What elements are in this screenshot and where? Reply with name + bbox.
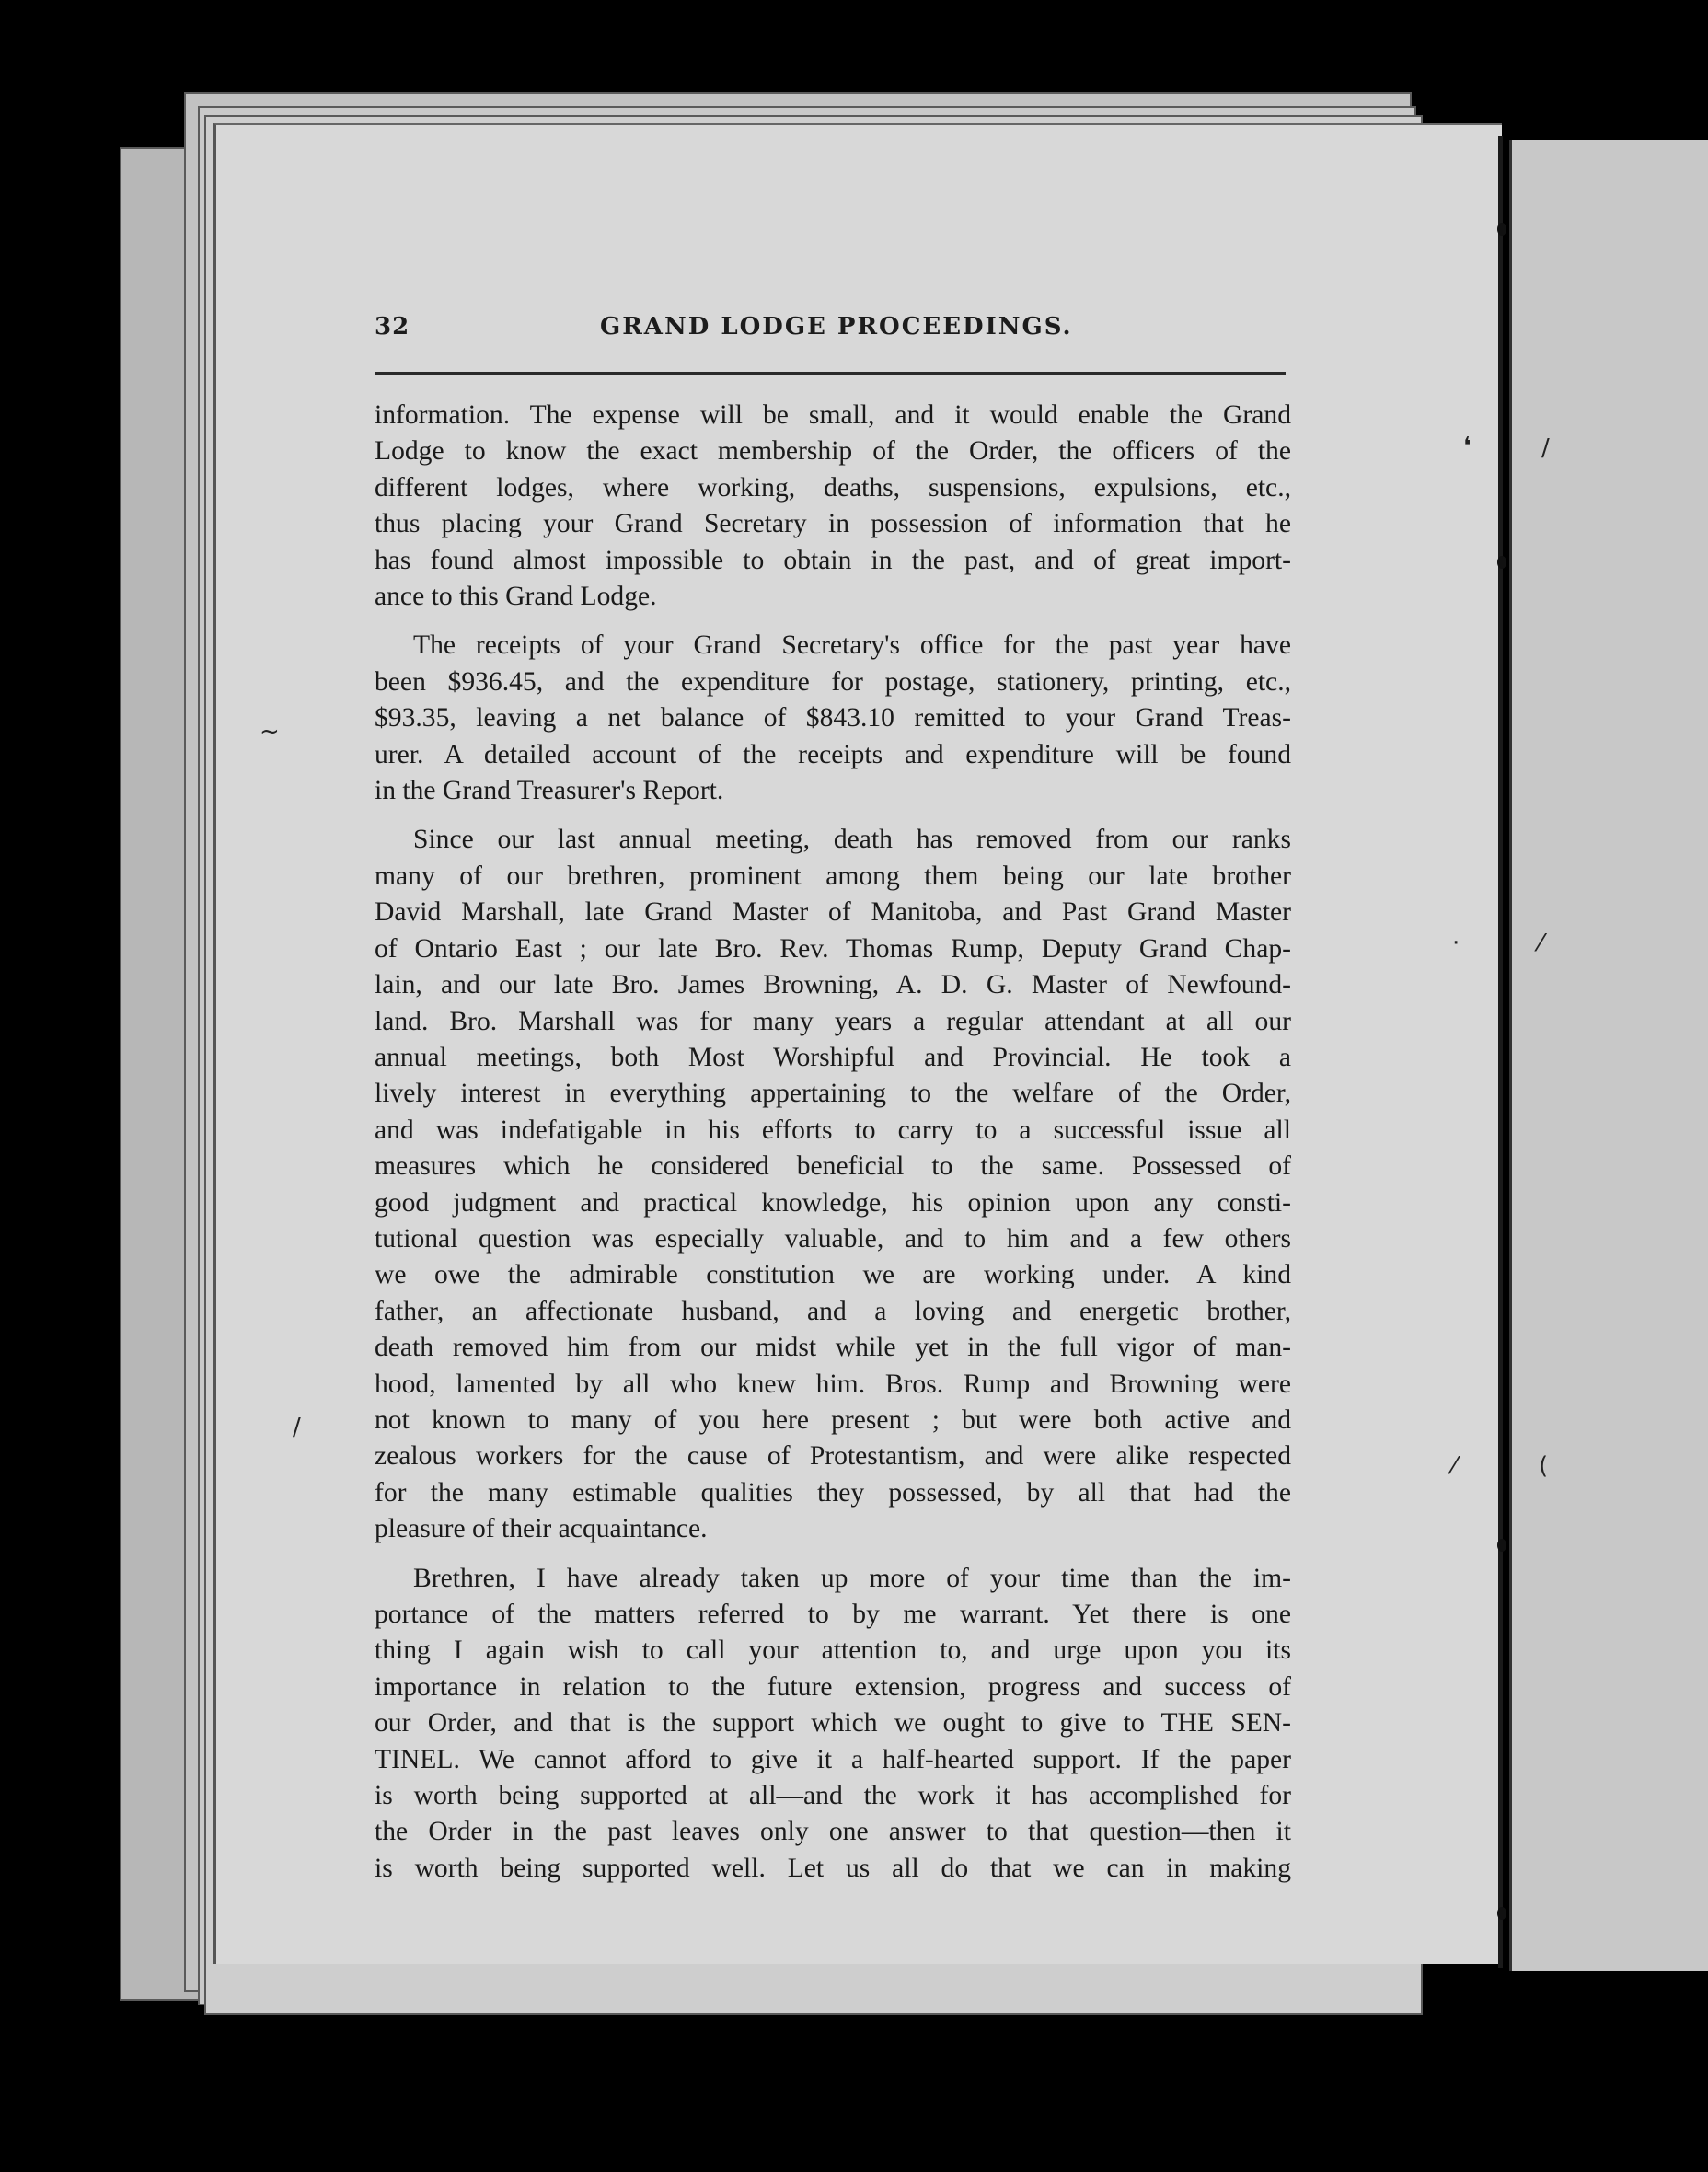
text-line: father, an affectionate husband, and a loving and energetic brother, xyxy=(375,1296,1291,1326)
text-line: and was indefatigable in his efforts to carry to a successful issue all xyxy=(375,1115,1291,1145)
text-line: is worth being supported at all—and the work it has accomplished for xyxy=(375,1781,1291,1811)
paragraph-1 xyxy=(375,398,1291,615)
text-line: hood, lamented by all who knew him. Bros. Rump and Browning were xyxy=(375,1369,1291,1399)
text-line: importance in relation to the future extension, progress and success of xyxy=(375,1671,1291,1702)
text-line: Lodge to know the exact membership of the Order, the officers of the xyxy=(375,436,1291,467)
body-text xyxy=(375,398,1291,1900)
paragraph-2 xyxy=(375,628,1291,809)
binding-mark xyxy=(1497,1539,1506,1552)
text-line: different lodges, where working, deaths, suspensions, expulsions, etc., xyxy=(375,472,1291,503)
stray-mark: ❛ xyxy=(1463,433,1471,460)
text-line: we owe the admirable constitution we are working under. A kind xyxy=(375,1260,1291,1290)
text-line: is worth being supported well. Let us all do that we can in making xyxy=(375,1853,1291,1883)
text-line: pleasure of their acquaintance. xyxy=(375,1514,708,1544)
text-line: ance to this Grand Lodge. xyxy=(375,582,657,612)
text-line: in the Grand Treasurer's Report. xyxy=(375,776,724,806)
text-line: the Order in the past leaves only one answer to that question—then it xyxy=(375,1817,1291,1847)
text-line: Brethren, I have already taken up more of your time than the im- xyxy=(413,1563,1291,1593)
binding-mark xyxy=(1497,1907,1506,1920)
text-line: for the many estimable qualities they possessed, by all that had the xyxy=(375,1477,1291,1508)
binding-mark xyxy=(1497,223,1506,236)
running-header xyxy=(375,309,1291,350)
text-line: not known to many of you here present ; but were both active and xyxy=(375,1404,1291,1435)
stray-mark: ⁄ xyxy=(1452,1452,1457,1480)
stray-mark: ~ xyxy=(260,718,280,745)
text-line: good judgment and practical knowledge, his opinion upon any consti- xyxy=(375,1187,1291,1218)
text-line: information. The expense will be small, and it would enable the Grand xyxy=(375,400,1291,430)
paragraph-4 xyxy=(375,1561,1291,1888)
text-line: our Order, and that is the support which we ought to give to THE SEN- xyxy=(375,1708,1291,1739)
stray-mark: / xyxy=(1541,434,1550,462)
text-line: has found almost impossible to obtain in the past, and of great import- xyxy=(375,545,1291,575)
text-line: tutional question was especially valuable, and to him and a few others xyxy=(375,1223,1291,1254)
text-line: thing I again wish to call your attention to, and urge upon you its xyxy=(375,1635,1291,1666)
text-line: death removed him from our midst while yet in the full vigor of man- xyxy=(375,1333,1291,1363)
running-title: GRAND LODGE PROCEEDINGS. xyxy=(600,313,1073,341)
text-line: urer. A detailed account of the receipts and expenditure will be found xyxy=(375,739,1291,769)
text-line: measures which he considered beneficial to the same. Possessed of xyxy=(375,1151,1291,1182)
gutter xyxy=(1498,136,1503,1968)
stray-mark: ⁄ xyxy=(1539,930,1543,957)
paragraph-3 xyxy=(375,822,1291,1547)
text-line: lain, and our late Bro. James Browning, A. D. G. Master of Newfound- xyxy=(375,970,1291,1000)
text-line: TINEL. We cannot afford to give it a half-hearted support. If the paper xyxy=(375,1744,1291,1774)
text-line: of Ontario East ; our late Bro. Rev. Thomas Rump, Deputy Grand Chap- xyxy=(375,933,1291,964)
text-line: thus placing your Grand Secretary in possession of information that he xyxy=(375,509,1291,539)
text-line: portance of the matters referred to by me warrant. Yet there is one xyxy=(375,1600,1291,1629)
text-line: $93.35, leaving a net balance of $843.10 remitted to your Grand Treas- xyxy=(375,703,1291,734)
page-number: 32 xyxy=(375,313,410,341)
facing-page-edge xyxy=(1509,140,1708,1971)
text-line: zealous workers for the cause of Protestantism, and were alike respected xyxy=(375,1441,1291,1472)
text-line: been $936.45, and the expenditure for postage, stationery, printing, etc., xyxy=(375,666,1291,697)
text-line: annual meetings, both Most Worshipful and Provincial. He took a xyxy=(375,1042,1291,1072)
binding-mark xyxy=(1497,556,1506,569)
text-line: David Marshall, late Grand Master of Manitoba, and Past Grand Master xyxy=(375,897,1291,928)
text-line: lively interest in everything appertaining to the welfare of the Order, xyxy=(375,1079,1291,1109)
text-line: Since our last annual meeting, death has removed from our ranks xyxy=(413,825,1291,855)
header-rule xyxy=(375,372,1286,375)
stray-mark: ( xyxy=(1539,1452,1549,1480)
text-line: land. Bro. Marshall was for many years a regular attendant at all our xyxy=(375,1006,1291,1036)
stray-mark: · xyxy=(1452,930,1460,957)
text-line: many of our brethren, prominent among them being our late brother xyxy=(375,861,1291,891)
text-line: The receipts of your Grand Secretary's office for the past year have xyxy=(413,630,1291,661)
stray-mark: / xyxy=(293,1414,301,1441)
